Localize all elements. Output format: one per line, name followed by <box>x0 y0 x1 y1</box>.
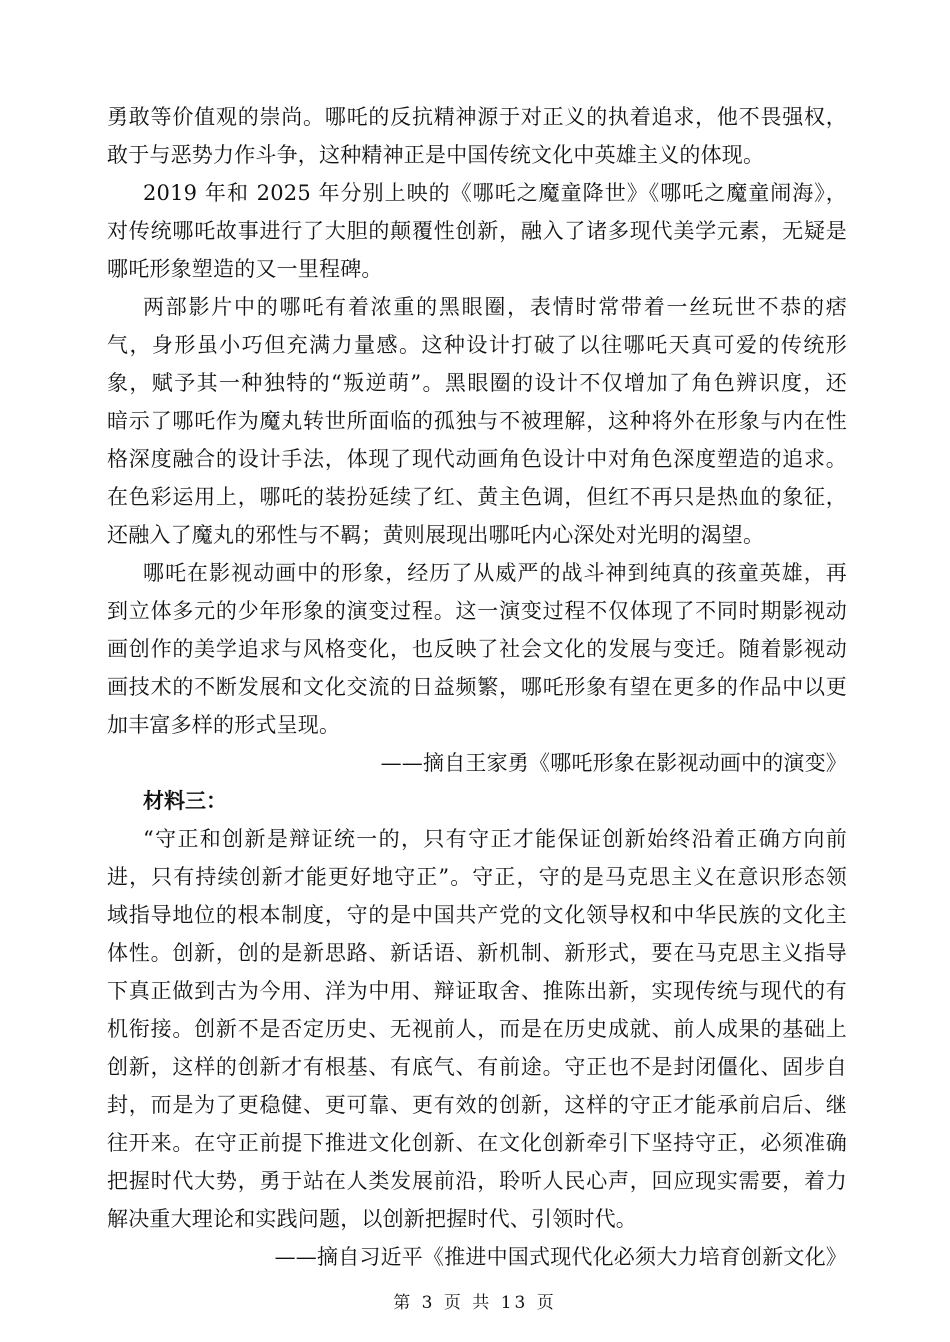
text-line: 体性。创新，创的是新思路、新话语、新机制、新形式，要在马克思主义指导 <box>107 941 847 965</box>
text-line: 往开来。在守正前提下推进文化创新、在文化创新牵引下坚持守正，必须准确 <box>107 1131 847 1155</box>
text-line: 封，而是为了更稳健、更可靠、更有效的创新，这样的守正才能承前启后、继 <box>107 1093 847 1117</box>
page-number: 第 3 页 共 13 页 <box>393 1293 557 1313</box>
text-line: 创新，这样的创新才有根基、有底气、有前途。守正也不是封闭僵化、固步自 <box>107 1055 847 1079</box>
text-line: 还融入了魔丸的邪性与不羁；黄则展现出哪吒内心深处对光明的渴望。 <box>107 523 765 547</box>
text-line: 进，只有持续创新才能更好地守正”。守正，守的是马克思主义在意识形态领 <box>107 865 847 889</box>
text-line: 机衔接。创新不是否定历史、无视前人，而是在历史成就、前人成果的基础上 <box>107 1017 847 1041</box>
text-line: 敢于与恶势力作斗争，这种精神正是中国传统文化中英雄主义的体现。 <box>107 143 765 167</box>
text-line: 象，赋予其一种独特的“叛逆萌”。黑眼圈的设计不仅增加了角色辨识度，还 <box>107 371 847 395</box>
text-line: 到立体多元的少年形象的演变过程。这一演变过程不仅体现了不同时期影视动 <box>107 599 847 623</box>
text-line: 解决重大理论和实践问题，以创新把握时代、引领时代。 <box>107 1207 637 1231</box>
text-line: 下真正做到古为今用、洋为中用、辩证取舍、推陈出新，实现传统与现代的有 <box>107 979 847 1003</box>
text-line: 把握时代大势，勇于站在人类发展前沿，聆听人民心声，回应现实需要，着力 <box>107 1169 847 1193</box>
text-line: 格深度融合的设计手法，体现了现代动画角色设计中对角色深度塑造的追求。 <box>107 447 847 471</box>
text-line: “守正和创新是辩证统一的，只有守正才能保证创新始终沿着正确方向前 <box>143 827 847 851</box>
text-line: 域指导地位的根本制度，守的是中国共产党的文化领导权和中华民族的文化主 <box>107 903 847 927</box>
text-line: 勇敢等价值观的崇尚。哪吒的反抗精神源于对正义的执着追求，他不畏强权， <box>107 105 847 129</box>
source-attribution: ——摘自习近平《推进中国式现代化必须大力培育创新文化》 <box>274 1245 847 1269</box>
text-line: 2019 年和 2025 年分别上映的《哪吒之魔童降世》《哪吒之魔童闹海》， <box>143 181 847 205</box>
text-line: 加丰富多样的形式呈现。 <box>107 713 341 737</box>
text-line: 两部影片中的哪吒有着浓重的黑眼圈，表情时常带着一丝玩世不恭的痞 <box>143 295 847 319</box>
text-line: 画创作的美学追求与风格变化，也反映了社会文化的发展与变迁。随着影视动 <box>107 637 847 661</box>
text-line: 哪吒形象塑造的又一里程碑。 <box>107 257 383 281</box>
text-line: 对传统哪吒故事进行了大胆的颠覆性创新，融入了诸多现代美学元素，无疑是 <box>107 219 847 243</box>
text-line: 在色彩运用上，哪吒的装扮延续了红、黄主色调，但红不再只是热血的象征， <box>107 485 847 509</box>
text-line: 画技术的不断发展和文化交流的日益频繁，哪吒形象有望在更多的作品中以更 <box>107 675 847 699</box>
text-line: 哪吒在影视动画中的形象，经历了从威严的战斗神到纯真的孩童英雄，再 <box>143 561 847 585</box>
material-3-heading: 材料三： <box>143 789 227 813</box>
source-attribution: ——摘自王家勇《哪吒形象在影视动画中的演变》 <box>380 751 847 775</box>
text-line: 气，身形虽小巧但充满力量感。这种设计打破了以往哪吒天真可爱的传统形 <box>107 333 847 357</box>
text-line: 暗示了哪吒作为魔丸转世所面临的孤独与不被理解，这种将外在形象与内在性 <box>107 409 847 433</box>
